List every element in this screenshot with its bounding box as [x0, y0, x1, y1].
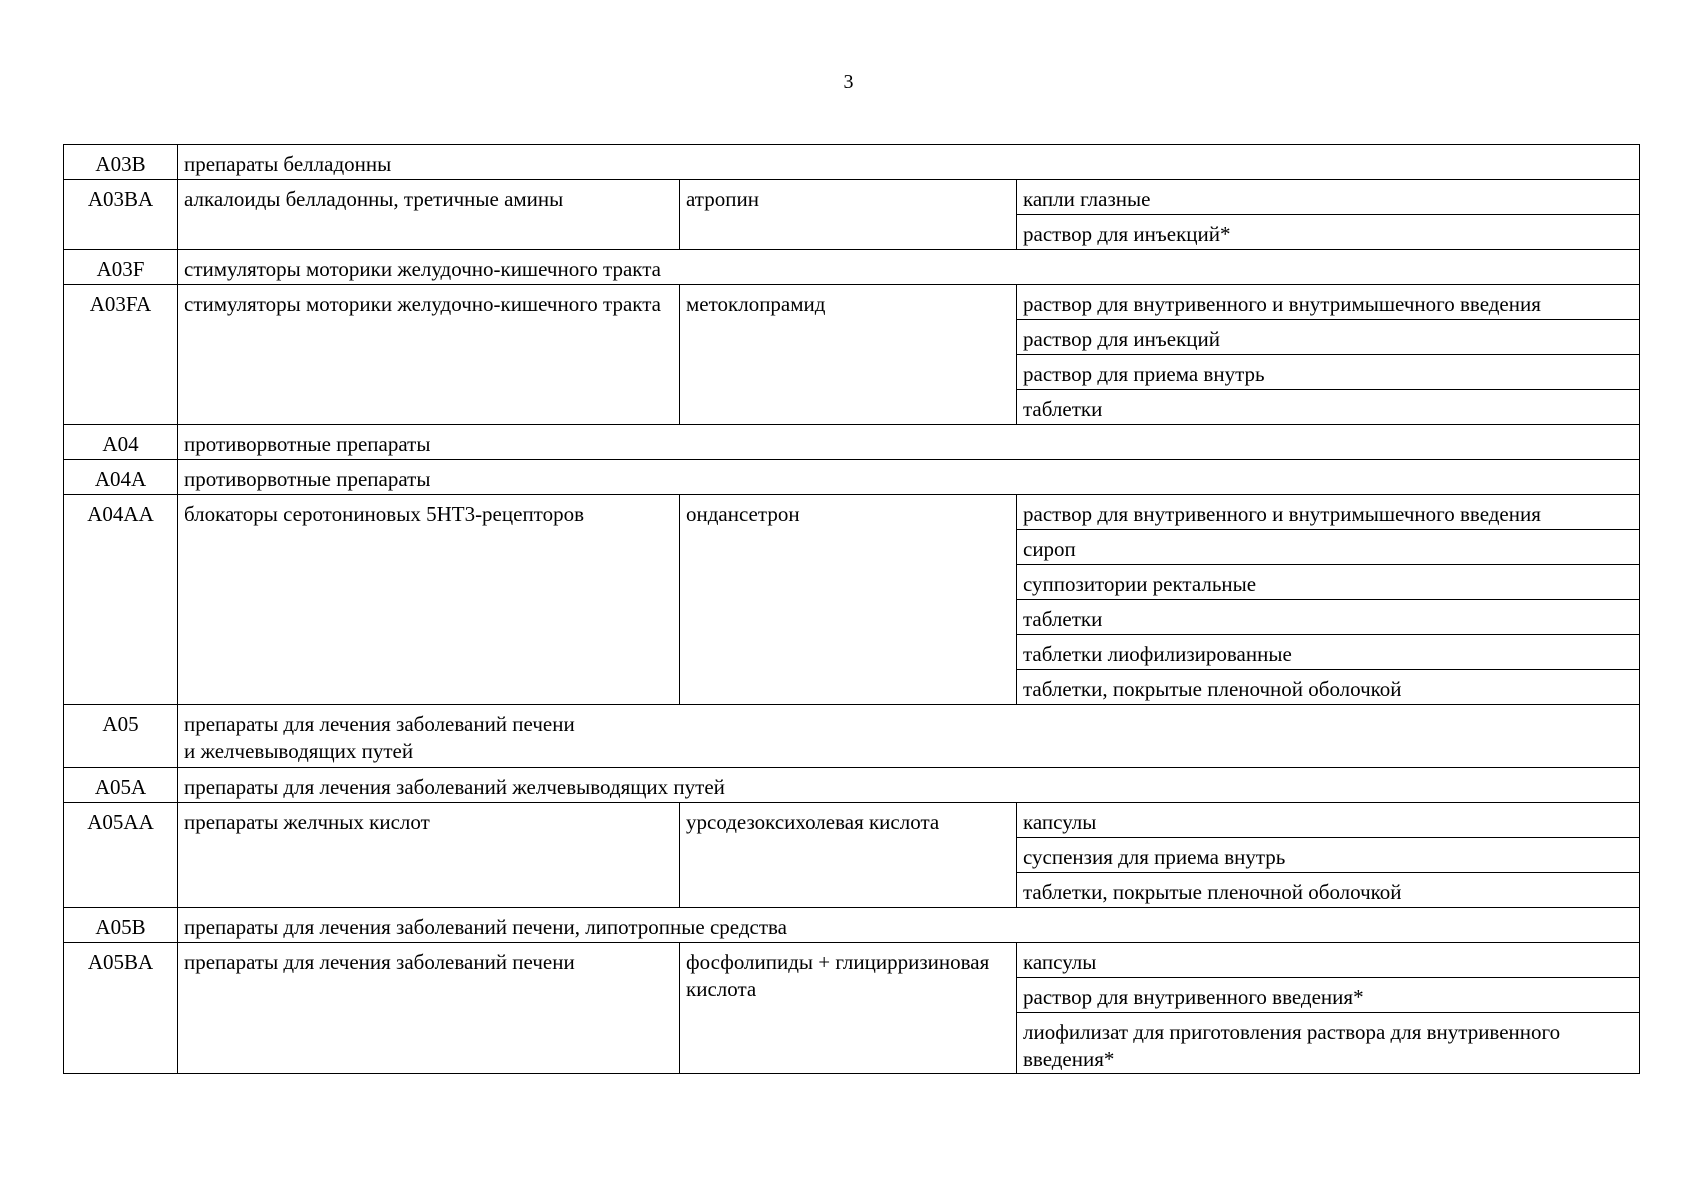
table-row-group [64, 250, 1640, 285]
table-row [64, 943, 1640, 978]
dosage-form-cell: раствор для внутривенного и внутримышечного введения [1017, 495, 1640, 530]
dosage-form-cell: раствор для внутривенного и внутримышечного введения [1017, 285, 1640, 320]
group-name-cell: блокаторы серотониновых 5HT3-рецепторов [178, 495, 680, 705]
dosage-form-cell: раствор для инъекций* [1017, 215, 1640, 250]
dosage-form-cell: раствор для инъекций [1017, 320, 1640, 355]
group-name-cell: препараты для лечения заболеваний печени и желчевыводящих путей [178, 705, 1640, 768]
dosage-form-cell: капсулы [1017, 803, 1640, 838]
group-name-cell: стимуляторы моторики желудочно-кишечного тракта [178, 250, 1640, 285]
table-row-group [64, 768, 1640, 803]
group-name-cell: препараты для лечения заболеваний желчевыводящих путей [178, 768, 1640, 803]
dosage-form-cell: суппозитории ректальные [1017, 565, 1640, 600]
group-name-cell: препараты для лечения заболеваний печени [178, 943, 680, 1074]
table-row-group [64, 425, 1640, 460]
table-row [64, 803, 1640, 838]
drug-name-cell: ондансетрон [680, 495, 1017, 705]
dosage-form-cell: таблетки [1017, 390, 1640, 425]
table-row [64, 180, 1640, 215]
dosage-form-cell: таблетки лиофилизированные [1017, 635, 1640, 670]
dosage-form-cell: таблетки, покрытые пленочной оболочкой [1017, 670, 1640, 705]
drug-name-cell: фосфолипиды + глицирризиновая кислота [680, 943, 1017, 1074]
dosage-form-cell: таблетки, покрытые пленочной оболочкой [1017, 873, 1640, 908]
group-name-cell: стимуляторы моторики желудочно-кишечного тракта [178, 285, 680, 425]
table-row [64, 285, 1640, 320]
dosage-form-cell: раствор для приема внутрь [1017, 355, 1640, 390]
dosage-form-cell: сироп [1017, 530, 1640, 565]
atc-code-cell: A03FA [64, 285, 178, 425]
drug-name-cell: атропин [680, 180, 1017, 250]
table-row-group [64, 145, 1640, 180]
dosage-form-cell: лиофилизат для приготовления раствора для внутривенного введения* [1017, 1013, 1640, 1074]
group-name-cell: препараты для лечения заболеваний печени, липотропные средства [178, 908, 1640, 943]
group-name-cell: алкалоиды белладонны, третичные амины [178, 180, 680, 250]
atc-code-cell: A03BA [64, 180, 178, 250]
group-name-cell: противорвотные препараты [178, 460, 1640, 495]
dosage-form-cell: раствор для внутривенного введения* [1017, 978, 1640, 1013]
dosage-form-cell: таблетки [1017, 600, 1640, 635]
atc-code-cell: A04AA [64, 495, 178, 705]
table-row-group [64, 705, 1640, 768]
atc-code-cell: A04A [64, 460, 178, 495]
table-row-group [64, 908, 1640, 943]
dosage-form-cell: капсулы [1017, 943, 1640, 978]
drug-name-cell: метоклопрамид [680, 285, 1017, 425]
group-name-cell: препараты желчных кислот [178, 803, 680, 908]
dosage-form-cell: капли глазные [1017, 180, 1640, 215]
atc-code-cell: A05AA [64, 803, 178, 908]
group-name-cell: препараты белладонны [178, 145, 1640, 180]
drug-name-cell: урсодезоксихолевая кислота [680, 803, 1017, 908]
table-row [64, 495, 1640, 530]
drug-list-table [63, 144, 1640, 1074]
atc-code-cell: A05A [64, 768, 178, 803]
atc-code-cell: A05BA [64, 943, 178, 1074]
atc-code-cell: A03F [64, 250, 178, 285]
dosage-form-cell: суспензия для приема внутрь [1017, 838, 1640, 873]
group-name-cell: противорвотные препараты [178, 425, 1640, 460]
page-number: 3 [843, 71, 854, 93]
atc-code-cell: A05 [64, 705, 178, 768]
atc-code-cell: A04 [64, 425, 178, 460]
atc-code-cell: A03B [64, 145, 178, 180]
atc-code-cell: A05B [64, 908, 178, 943]
table-row-group [64, 460, 1640, 495]
